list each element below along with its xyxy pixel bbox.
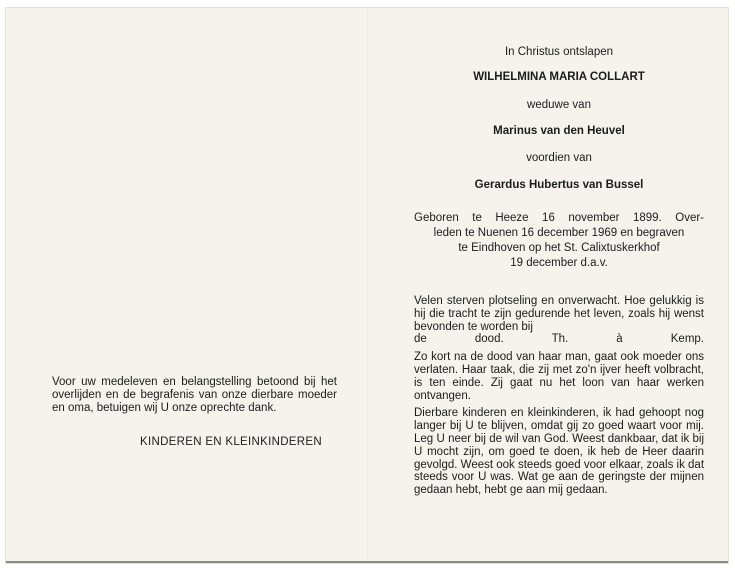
fold-line bbox=[367, 8, 368, 563]
previously-text: voordien van bbox=[526, 152, 592, 164]
birth-line-1: Geboren te Heeze 16 november 1899. Over- bbox=[414, 212, 704, 224]
husband1-name: Marinus van den Heuvel bbox=[493, 125, 625, 137]
paragraph-3: Dierbare kinderen en kleinkinderen, ik had gehoopt nog langer bij U te blijven, omdat gij zo goed waart voor mij. Leg U neer bij de wil van God. Weest dankbaar, dat ik bij U mocht zijn, om goed te doen, ik heb de Heer daarin gevolgd. Weest ook steeds goed voor elkaar, zoals ik dat steeds voor U was. Wat ge aan de geringste der mijnen gedaan hebt, hebt ge aan mij gedaan. bbox=[414, 407, 705, 497]
paragraph-2: Zo kort na de dood van haar man, gaat ook moeder ons verlaten. Haar taak, die zij met zo'n ijver heeft volbracht, is ten einde. Zij gaat nu het loon van haar werken ontvangen. bbox=[414, 351, 704, 402]
birth-line-2: leden te Nuenen 16 december 1969 en begraven bbox=[433, 227, 685, 239]
quote-end: de dood. bbox=[414, 333, 504, 346]
birth-line-3: te Eindhoven op het St. Calixtuskerkhof bbox=[458, 242, 660, 254]
memorial-card bbox=[6, 8, 728, 563]
deceased-name: WILHELMINA MARIA COLLART bbox=[473, 71, 645, 83]
quote-text: Velen sterven plotseling en onverwacht. Hoe gelukkig is hij die tracht te zijn gedurende het leven, zoals hij wenst bevonden te worden bij bbox=[414, 295, 704, 333]
thanks-text: Voor uw medeleven en belangstelling betoond bij het overlijden en de begrafenis van onze dierbare moeder en oma, betuigen wij U onze oprechte dank. bbox=[52, 376, 337, 414]
quote-author: Th. à Kemp. bbox=[551, 333, 704, 346]
birth-death-info bbox=[414, 211, 704, 271]
quote-paragraph bbox=[414, 295, 704, 346]
widow-of-text: weduwe van bbox=[527, 99, 591, 111]
signature: KINDEREN EN KLEINKINDEREN bbox=[140, 436, 322, 448]
right-text-block bbox=[414, 295, 704, 502]
birth-line-4: 19 december d.a.v. bbox=[510, 257, 608, 269]
quote-signature-line bbox=[414, 333, 704, 346]
husband2-name: Gerardus Hubertus van Bussel bbox=[474, 179, 644, 191]
intro-text: In Christus ontslapen bbox=[504, 46, 614, 58]
